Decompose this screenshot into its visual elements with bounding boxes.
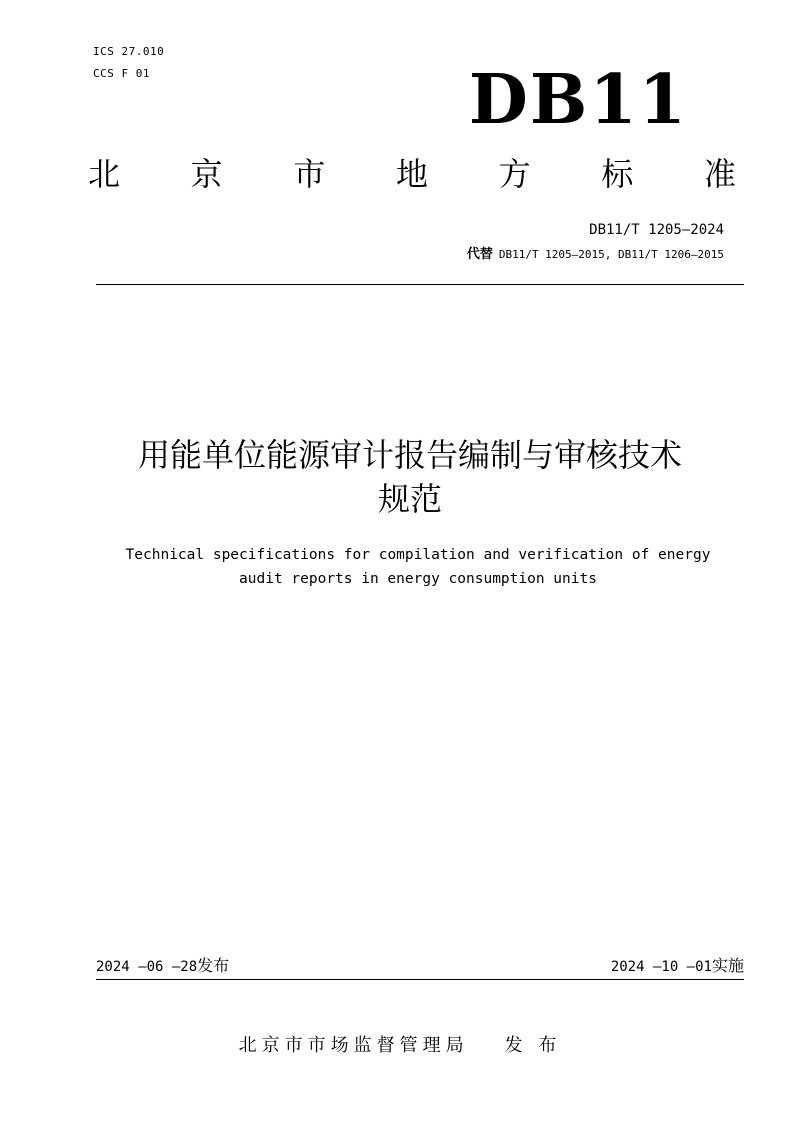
bottom-divider xyxy=(96,979,744,980)
standard-kind-char: 方 xyxy=(498,155,531,193)
title-english xyxy=(80,543,756,591)
replaces-line xyxy=(467,245,724,265)
implement-date-group xyxy=(611,955,744,978)
title-chinese-line-1: 用能单位能源审计报告编制与审核技术 xyxy=(137,436,682,474)
standard-kind-char: 市 xyxy=(293,155,326,193)
title-chinese xyxy=(80,433,740,521)
title-chinese-line-2: 规范 xyxy=(377,480,442,518)
standard-number: DB11/T 1205—2024 xyxy=(589,222,724,238)
standard-kind-char: 京 xyxy=(190,155,223,193)
title-english-line-1: Technical specifications for compilation and verification of energy xyxy=(125,547,711,563)
publish-label: 发布 xyxy=(197,956,230,975)
issuer-line xyxy=(0,1032,800,1060)
publish-date-group xyxy=(96,955,229,978)
implement-label: 实施 xyxy=(711,956,744,975)
standard-kind-char: 地 xyxy=(395,155,428,193)
title-english-line-2: audit reports in energy consumption units xyxy=(239,571,597,587)
standard-kind-char: 准 xyxy=(703,155,736,193)
issuer-name: 北京市市场监督管理局 xyxy=(238,1035,469,1056)
top-divider xyxy=(96,284,744,285)
issuer-action: 发 布 xyxy=(504,1035,562,1056)
ccs-code: CCS F 01 xyxy=(93,67,150,80)
implement-date: 2024 —10 —01 xyxy=(610,959,712,975)
publish-date: 2024 —06 —28 xyxy=(96,959,198,975)
db11-logo: DB11 xyxy=(468,60,688,140)
standard-kind-char: 标 xyxy=(601,155,634,193)
replaces-value: DB11/T 1205—2015, DB11/T 1206—2015 xyxy=(498,248,724,261)
replaces-label: 代替 xyxy=(466,247,493,262)
standard-kind-char: 北 xyxy=(88,155,121,193)
classification-codes xyxy=(93,41,164,85)
standard-kind-heading xyxy=(88,154,736,194)
date-row xyxy=(96,955,744,978)
ics-code: ICS 27.010 xyxy=(93,45,165,58)
